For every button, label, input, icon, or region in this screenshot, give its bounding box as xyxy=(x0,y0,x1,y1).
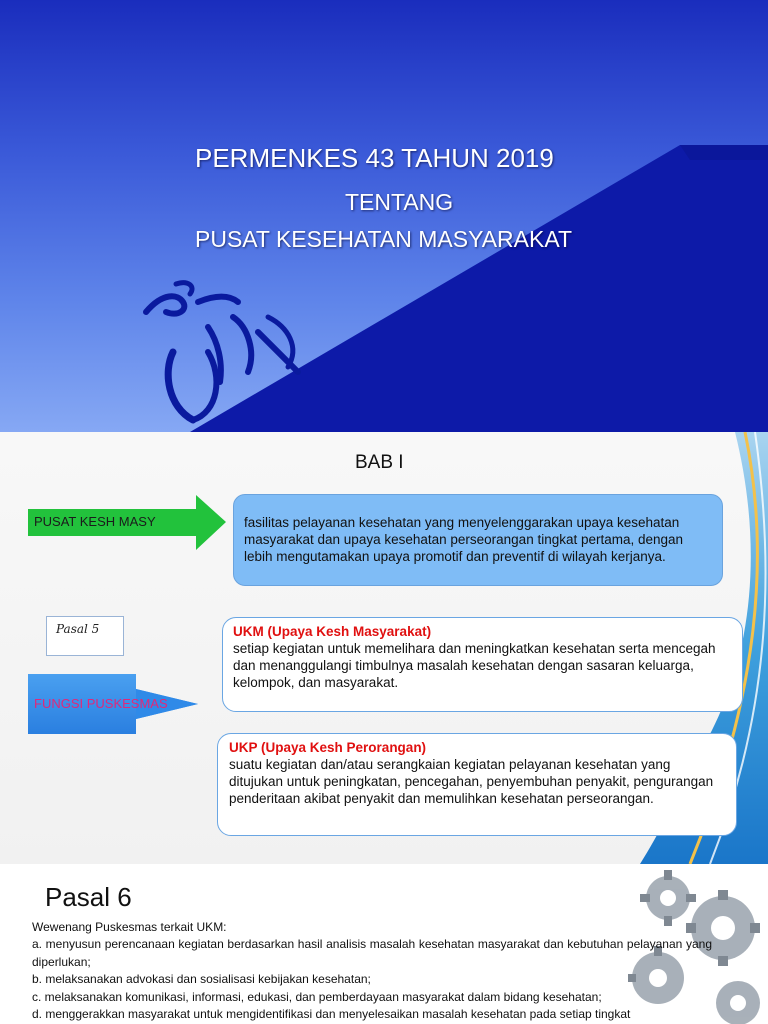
fungsi-puskesmas-label: FUNGSI PUSKESMAS xyxy=(34,696,168,711)
pasal-6-intro: Wewenang Puskesmas terkait UKM: xyxy=(32,920,227,934)
ukm-title: UKM (Upaya Kesh Masyarakat) xyxy=(233,624,432,639)
slide-title-line1: PERMENKES 43 TAHUN 2019 xyxy=(195,143,554,173)
ukp-title: UKP (Upaya Kesh Perorangan) xyxy=(229,740,427,755)
list-item: a. menyusun perencanaan kegiatan berdasarkan hasil analisis masalah kesehatan masyarakat dan kebutuhan pelayanan yang diperlukan; xyxy=(32,937,712,969)
ukm-text: setiap kegiatan untuk memelihara dan meningkatkan kesehatan serta mencegah dan menanggulangi timbulnya masalah kesehatan dengan sasaran keluarga, kelompok, dan masyarakat. xyxy=(233,641,716,690)
slide-title-line3: PUSAT KESEHATAN MASYARAKAT xyxy=(195,226,573,252)
ukp-text: suatu kegiatan dan/atau serangkaian kegiatan pelayanan kesehatan yang ditujukan untuk peningkatan, pencegahan, penyembuhan penyakit, pengurangan penderitaan akibat penyakit dan memulihkan kesehatan perseorangan. xyxy=(229,757,714,806)
definition-box: fasilitas pelayanan kesehatan yang menyelenggarakan upaya kesehatan masyarakat dan upaya kesehatan perseorangan tingkat pertama, dengan lebih mengutamakan upaya promotif dan preventif di wilayah kerjanya. xyxy=(233,494,723,586)
slide-bab-i xyxy=(0,432,768,864)
slide-pasal-6 xyxy=(0,868,768,1024)
slide-title xyxy=(0,0,768,432)
slide-title-line2: TENTANG xyxy=(345,189,454,215)
cyclist-logo-icon xyxy=(138,272,308,427)
pasal-5-label: Pasal 5 xyxy=(46,616,124,656)
pasal-6-heading: Pasal 6 xyxy=(45,882,132,912)
bab-heading: BAB I xyxy=(355,452,404,473)
pusat-kesh-masy-label: PUSAT KESH MASY xyxy=(34,514,156,529)
ukm-box xyxy=(222,617,743,712)
ukp-box xyxy=(217,733,737,836)
list-item: b. melaksanakan advokasi dan sosialisasi kebijakan kesehatan; xyxy=(32,972,371,986)
list-item: c. melaksanakan komunikasi, informasi, edukasi, dan pemberdayaan masyarakat dalam bidang kesehatan; xyxy=(32,989,602,1004)
pasal-6-list xyxy=(32,936,712,1024)
dark-blue-triangle xyxy=(0,0,768,432)
list-item: d. menggerakkan masyarakat untuk mengidentifikasi dan menyelesaikan masalah kesehatan pada setiap tingkat xyxy=(32,1007,631,1021)
